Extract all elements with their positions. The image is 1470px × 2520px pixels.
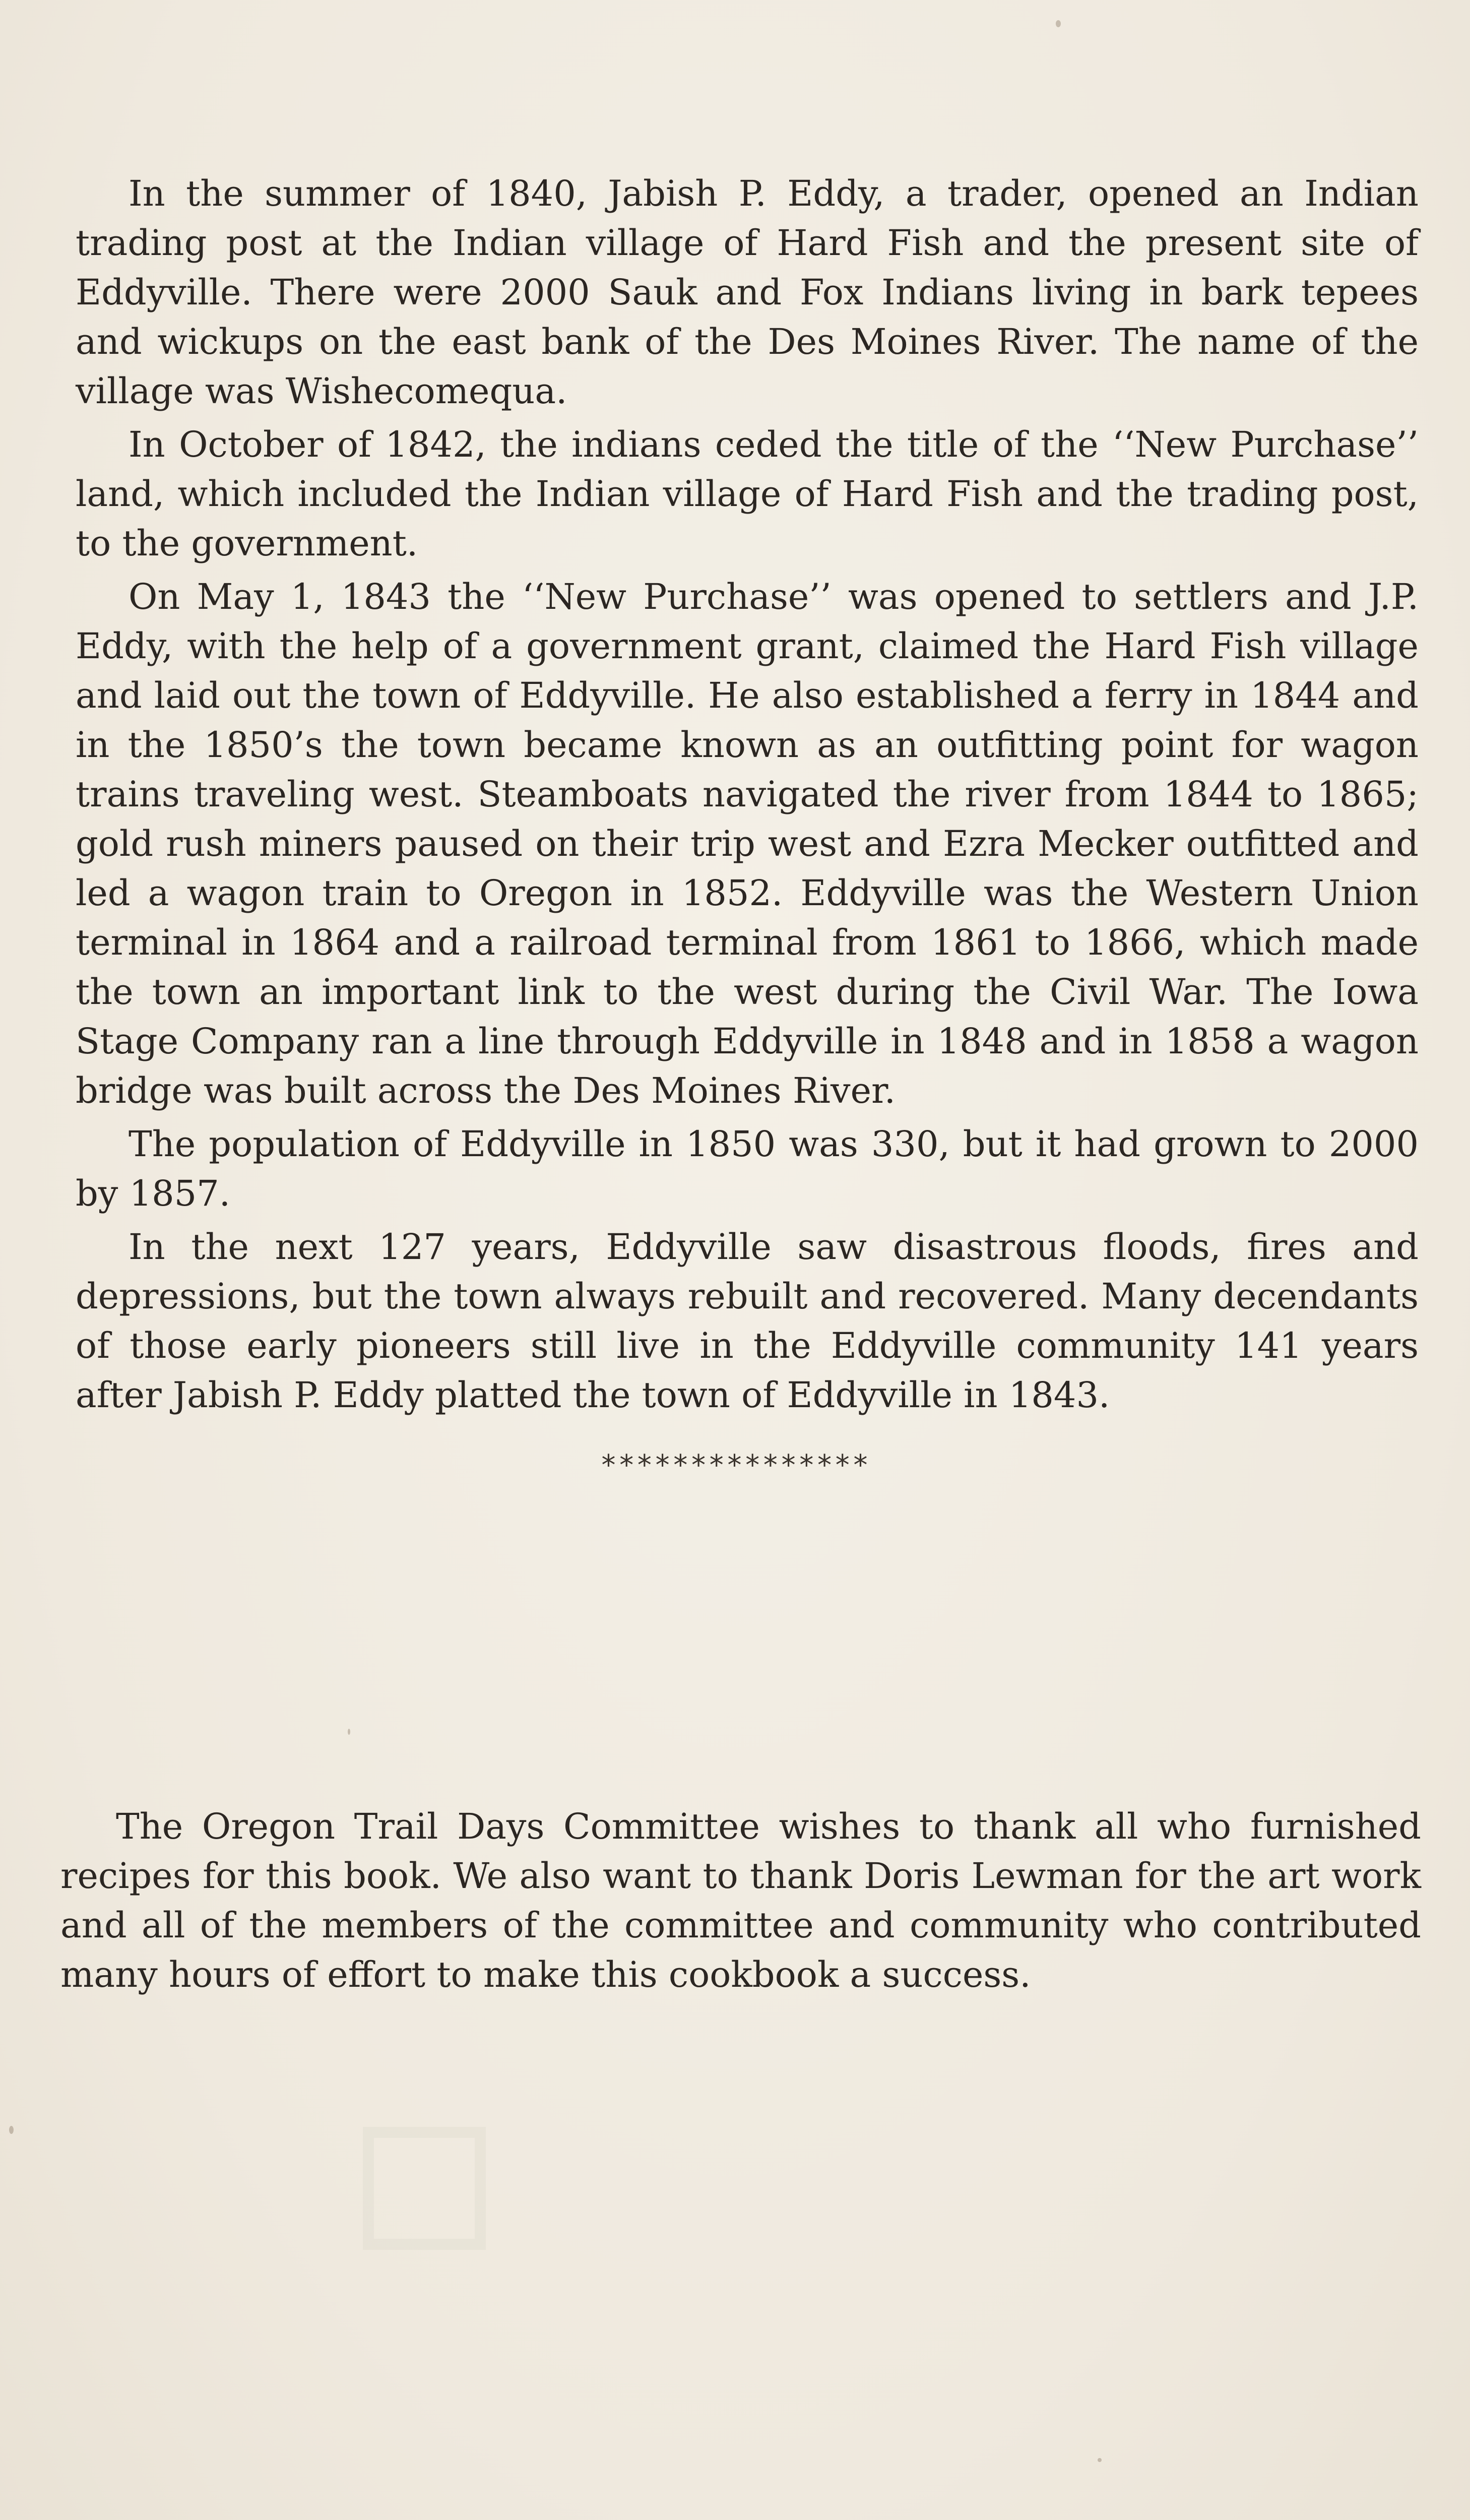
history-paragraph-2: In October of 1842, the indians ceded the title of the ‘‘New Purchase’’ land, which included the Indian village of Hard Fish and the trading post, to the government. — [76, 424, 1419, 564]
show-through-logo — [363, 2127, 486, 2250]
history-paragraph-3: On May 1, 1843 the ‘‘New Purchase’’ was opened to settlers and J.P. Eddy, with the help of a government grant, claimed the Hard Fish village and laid out the town of Eddyville. He also established a ferry in 1844 and in the 1850’s the town became known as an outfitting point for wagon trains traveling west. Steamboats navigated the river from 1844 to 1865; gold rush miners paused on their trip west and Ezra Mecker outfitted and led a wagon train to Oregon in 1852. Eddyville was the Western Union terminal in 1864 and a railroad terminal from 1861 to 1866, which made the town an important link to the west during the Civil War. The Iowa Stage Company ran a line through Eddyville in 1848 and in 1858 a wagon bridge was built across the Des Moines River. — [76, 576, 1419, 1111]
paper-speck — [348, 1729, 350, 1735]
history-paragraph-5: In the next 127 years, Eddyville saw disastrous floods, fires and depressions, but the town always rebuilt and recovered. Many decendants of those early pioneers still live in the Eddyville community 141 years after Jabish P. Eddy platted the town of Eddyville in 1843. — [76, 1226, 1419, 1416]
paper-speck — [1098, 2458, 1102, 2462]
acknowledgement-paragraph: The Oregon Trail Days Committee wishes to thank all who furnished recipes for this book. We also want to thank Doris Lewman for the art work and all of the members of the committee and community who contributed many hours of effort to make this cookbook a success. — [60, 1806, 1421, 1995]
paper-speck — [9, 2126, 14, 2134]
paper-speck — [1056, 20, 1061, 27]
history-paragraph-1: In the summer of 1840, Jabish P. Eddy, a trader, opened an Indian trading post at the Indian village of Hard Fish and the present site of Eddyville. There were 2000 Sauk and Fox Indians living in bark tepees and wickups on the east bank of the Des Moines River. The name of the village was Wishecomequa. — [76, 173, 1419, 412]
acknowledgement-section — [60, 1802, 1421, 2003]
history-section — [76, 169, 1419, 1424]
asterisk-separator: *************** — [600, 1449, 870, 1482]
history-paragraph-4: The population of Eddyville in 1850 was 330, but it had grown to 2000 by 1857. — [76, 1123, 1419, 1214]
